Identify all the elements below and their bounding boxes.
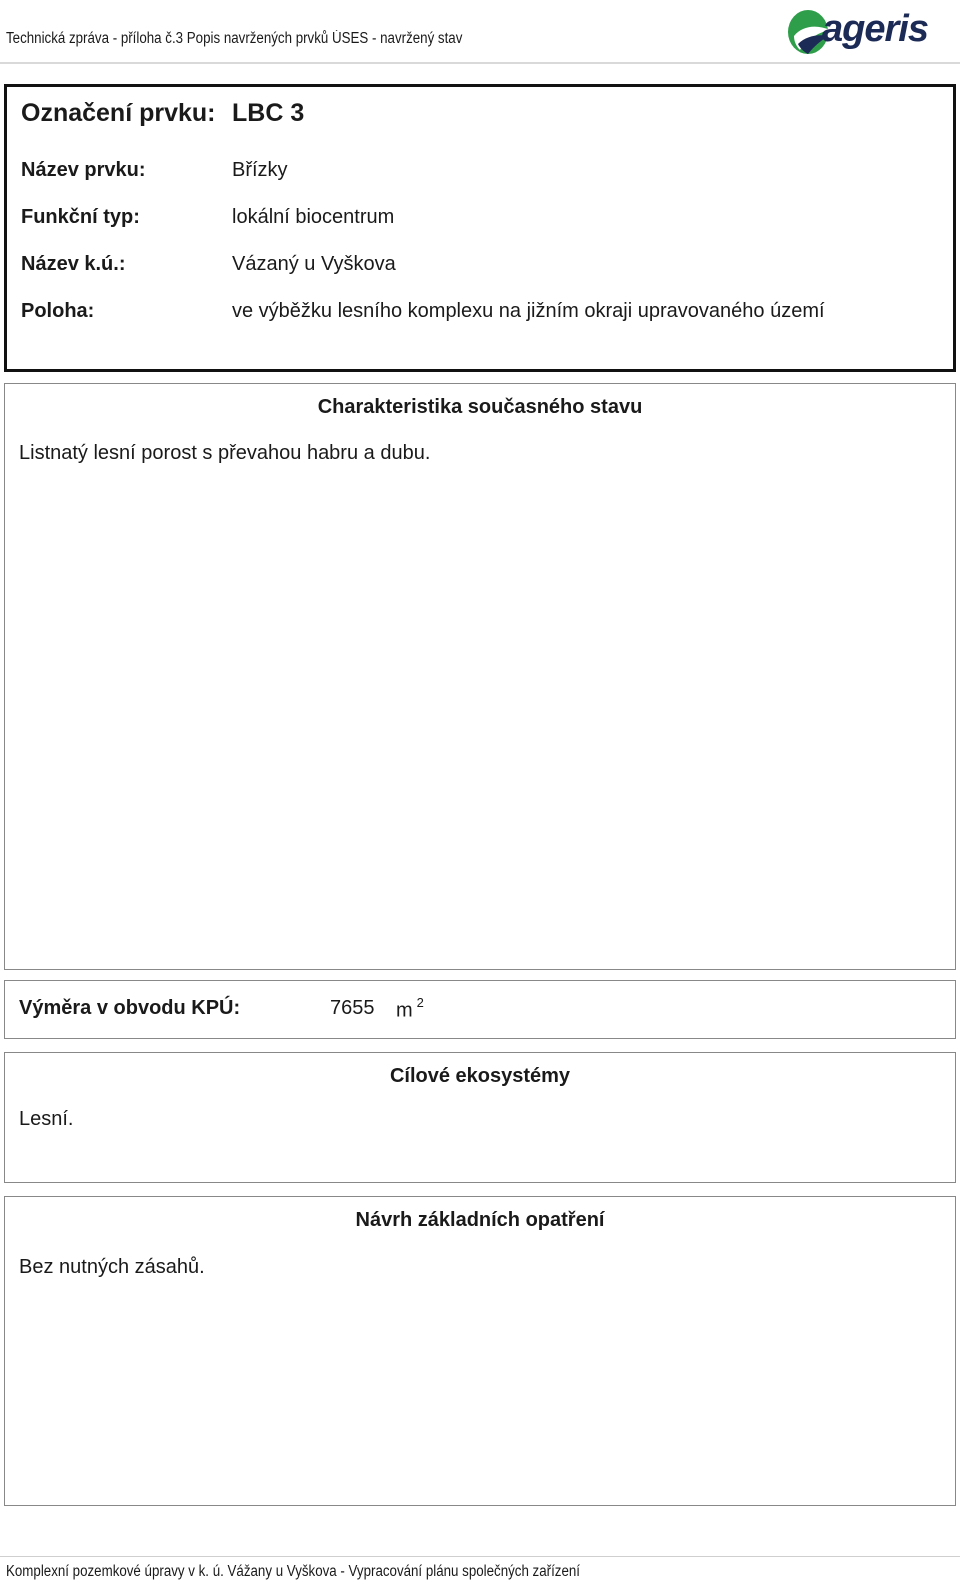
measures-text: Bez nutných zásahů. bbox=[19, 1256, 205, 1278]
current-state-heading: Charakteristika současného stavu bbox=[317, 396, 643, 418]
ku-row bbox=[21, 253, 396, 276]
footer-divider bbox=[0, 1556, 960, 1557]
ku-label: Název k.ú.: bbox=[21, 253, 126, 275]
designation-row bbox=[21, 99, 305, 128]
measures-box bbox=[4, 1196, 956, 1506]
logo-wordmark: ageris bbox=[822, 8, 928, 50]
current-state-box bbox=[4, 383, 956, 970]
target-ecosystems-heading: Cílové ekosystémy bbox=[389, 1065, 571, 1087]
document-header: Technická zpráva - příloha č.3 Popis navržených prvků ÚSES - navržený stav bbox=[6, 30, 463, 47]
name-label: Název prvku: bbox=[21, 159, 146, 181]
area-box bbox=[4, 980, 956, 1039]
location-row bbox=[21, 300, 825, 323]
area-label: Výměra v obvodu KPÚ: bbox=[19, 997, 241, 1019]
area-value: 7655 bbox=[330, 997, 375, 1019]
designation-label: Označení prvku: bbox=[21, 99, 216, 127]
target-ecosystems-box bbox=[4, 1052, 956, 1183]
area-unit bbox=[396, 997, 424, 1023]
type-value: lokální biocentrum bbox=[232, 206, 395, 228]
ku-value: Vázaný u Vyškova bbox=[232, 253, 396, 275]
designation-value: LBC 3 bbox=[232, 99, 305, 127]
element-info-box bbox=[4, 84, 956, 372]
current-state-text: Listnatý lesní porost s převahou habru a dubu. bbox=[19, 442, 431, 464]
location-value: ve výběžku lesního komplexu na jižním okraji upravovaného území bbox=[232, 300, 825, 322]
name-value: Břízky bbox=[232, 159, 288, 181]
header-divider bbox=[0, 62, 960, 64]
type-label: Funkční typ: bbox=[21, 206, 140, 228]
measures-heading: Návrh základních opatření bbox=[355, 1209, 605, 1231]
target-ecosystems-text: Lesní. bbox=[19, 1108, 74, 1130]
area-unit-base: m bbox=[396, 999, 413, 1022]
type-row bbox=[21, 206, 395, 229]
document-footer: Komplexní pozemkové úpravy v k. ú. Vážany u Vyškova - Vypracování plánu společných zařízení bbox=[6, 1563, 580, 1580]
name-row bbox=[21, 159, 288, 182]
ageris-logo bbox=[786, 4, 956, 62]
location-label: Poloha: bbox=[21, 300, 95, 322]
area-unit-exponent: 2 bbox=[416, 995, 424, 1010]
